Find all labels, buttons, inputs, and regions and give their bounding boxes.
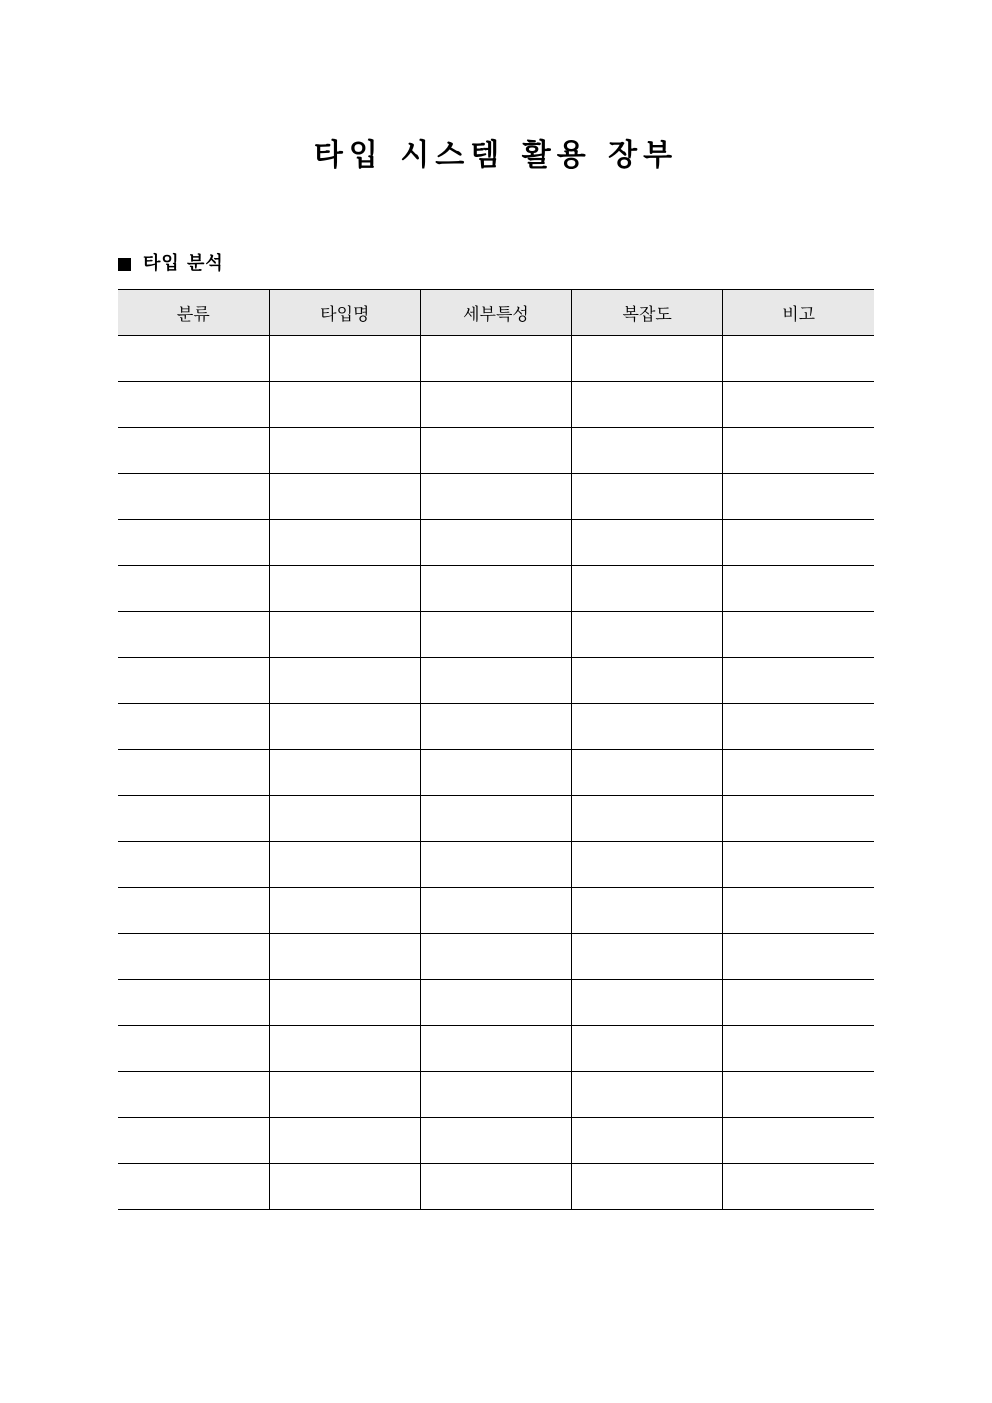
page-title: 타입 시스템 활용 장부 — [313, 138, 679, 173]
table-cell[interactable] — [269, 704, 420, 750]
table-cell[interactable] — [572, 658, 723, 704]
table-cell[interactable] — [572, 382, 723, 428]
table-cell[interactable] — [420, 934, 571, 980]
table-cell[interactable] — [269, 750, 420, 796]
table-cell[interactable] — [118, 704, 269, 750]
table-cell[interactable] — [269, 842, 420, 888]
table-cell[interactable] — [118, 1118, 269, 1164]
table-cell[interactable] — [118, 888, 269, 934]
column-header-remarks: 비고 — [723, 290, 874, 336]
table-cell[interactable] — [118, 796, 269, 842]
table-cell[interactable] — [118, 474, 269, 520]
table-row — [118, 1118, 874, 1164]
table-row — [118, 520, 874, 566]
table-cell[interactable] — [420, 382, 571, 428]
type-analysis-table — [118, 289, 874, 1210]
table-cell[interactable] — [723, 750, 874, 796]
table-cell[interactable] — [118, 566, 269, 612]
table-cell[interactable] — [723, 336, 874, 382]
table-cell[interactable] — [723, 1072, 874, 1118]
table-cell[interactable] — [420, 566, 571, 612]
table-cell[interactable] — [572, 1118, 723, 1164]
table-cell[interactable] — [118, 382, 269, 428]
table-cell[interactable] — [118, 612, 269, 658]
table-cell[interactable] — [420, 428, 571, 474]
table-cell[interactable] — [118, 1072, 269, 1118]
table-cell[interactable] — [420, 980, 571, 1026]
table-body — [118, 336, 874, 1210]
table-cell[interactable] — [723, 520, 874, 566]
table-cell[interactable] — [572, 750, 723, 796]
square-bullet-icon — [118, 258, 131, 271]
table-cell[interactable] — [269, 796, 420, 842]
table-cell[interactable] — [269, 566, 420, 612]
table-cell[interactable] — [723, 1118, 874, 1164]
table-cell[interactable] — [269, 934, 420, 980]
table-row — [118, 382, 874, 428]
table-row — [118, 750, 874, 796]
table-cell[interactable] — [269, 888, 420, 934]
column-header-category: 분류 — [118, 290, 269, 336]
table-cell[interactable] — [118, 1026, 269, 1072]
table-cell[interactable] — [723, 704, 874, 750]
table-cell[interactable] — [572, 474, 723, 520]
table-row — [118, 980, 874, 1026]
table-cell[interactable] — [723, 796, 874, 842]
table-cell[interactable] — [118, 980, 269, 1026]
section-heading — [118, 251, 224, 277]
table-cell[interactable] — [572, 1164, 723, 1210]
table-cell[interactable] — [420, 796, 571, 842]
table-cell[interactable] — [572, 566, 723, 612]
table-cell[interactable] — [420, 1118, 571, 1164]
table-cell[interactable] — [269, 382, 420, 428]
table-cell[interactable] — [723, 612, 874, 658]
column-header-complexity: 복잡도 — [572, 290, 723, 336]
table-cell[interactable] — [269, 1164, 420, 1210]
table-cell[interactable] — [269, 336, 420, 382]
column-header-type-name: 타입명 — [269, 290, 420, 336]
table-row — [118, 1072, 874, 1118]
table-cell[interactable] — [269, 520, 420, 566]
table-cell[interactable] — [723, 566, 874, 612]
table-cell[interactable] — [572, 704, 723, 750]
table-row — [118, 566, 874, 612]
table-row — [118, 658, 874, 704]
section-heading-label: 타입 분석 — [143, 253, 224, 274]
table-row — [118, 1026, 874, 1072]
table-cell[interactable] — [269, 428, 420, 474]
table-cell[interactable] — [269, 474, 420, 520]
table-row — [118, 428, 874, 474]
table-cell[interactable] — [572, 336, 723, 382]
table-cell[interactable] — [269, 1026, 420, 1072]
table-cell[interactable] — [723, 980, 874, 1026]
table-cell[interactable] — [723, 382, 874, 428]
table-row — [118, 796, 874, 842]
table-cell[interactable] — [118, 336, 269, 382]
table-cell[interactable] — [572, 888, 723, 934]
table-cell[interactable] — [420, 612, 571, 658]
table-cell[interactable] — [723, 428, 874, 474]
table-cell[interactable] — [572, 842, 723, 888]
table-cell[interactable] — [118, 658, 269, 704]
table-cell[interactable] — [269, 658, 420, 704]
table-cell[interactable] — [269, 612, 420, 658]
table-row — [118, 842, 874, 888]
table-cell[interactable] — [118, 520, 269, 566]
table-cell[interactable] — [420, 888, 571, 934]
table-cell[interactable] — [269, 980, 420, 1026]
table-row — [118, 888, 874, 934]
table-cell[interactable] — [572, 428, 723, 474]
table-cell[interactable] — [420, 704, 571, 750]
table-cell[interactable] — [420, 1164, 571, 1210]
table-cell[interactable] — [269, 1072, 420, 1118]
column-header-details: 세부특성 — [420, 290, 571, 336]
table-cell[interactable] — [572, 520, 723, 566]
table-cell[interactable] — [723, 658, 874, 704]
table-header-row — [118, 290, 874, 336]
table-cell[interactable] — [420, 842, 571, 888]
table-cell[interactable] — [269, 1118, 420, 1164]
table-cell[interactable] — [420, 336, 571, 382]
table-cell[interactable] — [118, 1164, 269, 1210]
table-cell[interactable] — [420, 1026, 571, 1072]
table-cell[interactable] — [118, 842, 269, 888]
table-cell[interactable] — [572, 1072, 723, 1118]
table-cell[interactable] — [572, 934, 723, 980]
table-cell[interactable] — [420, 474, 571, 520]
table-cell[interactable] — [572, 612, 723, 658]
table-row — [118, 704, 874, 750]
table-cell[interactable] — [118, 750, 269, 796]
table-cell[interactable] — [572, 796, 723, 842]
table-cell[interactable] — [723, 474, 874, 520]
table-row — [118, 934, 874, 980]
table-row — [118, 1164, 874, 1210]
table-cell[interactable] — [572, 1026, 723, 1072]
table-cell[interactable] — [723, 1026, 874, 1072]
table-cell[interactable] — [723, 888, 874, 934]
table-row — [118, 474, 874, 520]
table-row — [118, 336, 874, 382]
table-cell[interactable] — [723, 842, 874, 888]
table-cell[interactable] — [420, 1072, 571, 1118]
table-cell[interactable] — [572, 980, 723, 1026]
table-cell[interactable] — [723, 934, 874, 980]
table-cell[interactable] — [420, 750, 571, 796]
table-cell[interactable] — [723, 1164, 874, 1210]
table-cell[interactable] — [118, 934, 269, 980]
table-cell[interactable] — [420, 658, 571, 704]
table-row — [118, 612, 874, 658]
table-cell[interactable] — [420, 520, 571, 566]
table-cell[interactable] — [118, 428, 269, 474]
